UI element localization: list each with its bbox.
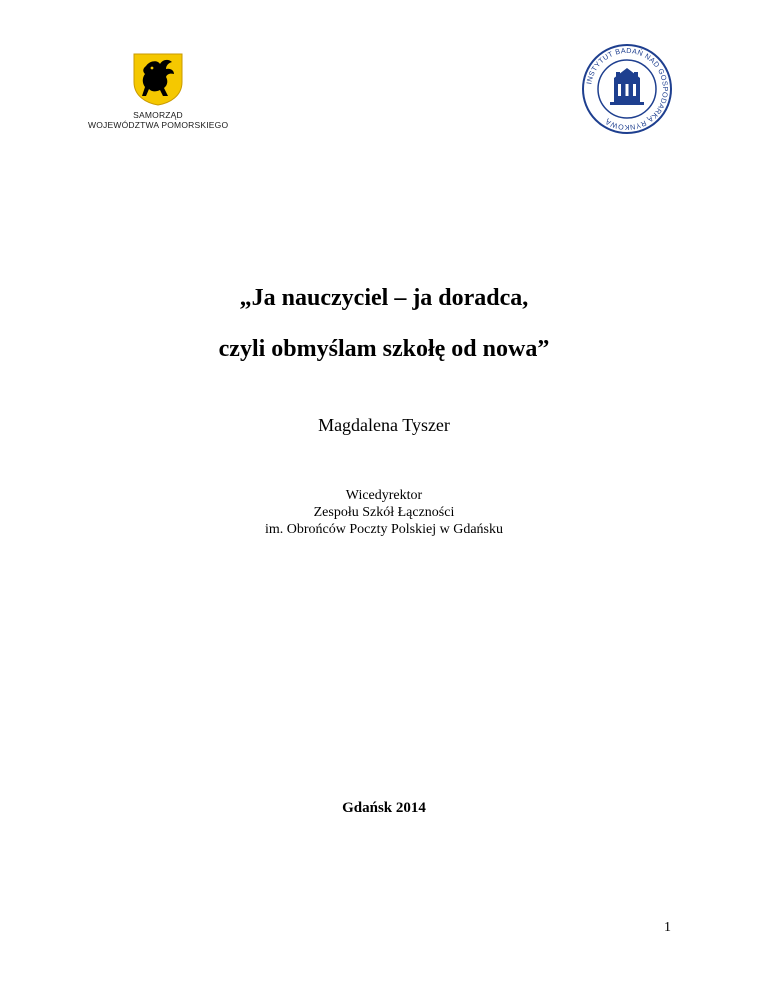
affiliation-school-patron: im. Obrońców Poczty Polskiej w Gdańsku xyxy=(265,522,503,537)
samorzad-logo xyxy=(88,52,228,130)
griffin-coat-of-arms-icon xyxy=(132,52,184,106)
document-title-line1: „Ja nauczyciel – ja doradca, xyxy=(239,285,529,311)
logo-caption-line1: SAMORZĄD xyxy=(133,110,183,120)
document-title-line2: czyli obmyślam szkołę od nowa” xyxy=(218,336,550,362)
author-name: Magdalena Tyszer xyxy=(318,415,450,435)
page-number: 1 xyxy=(664,920,671,935)
ibngr-logo xyxy=(580,42,674,136)
place-and-year: Gdańsk 2014 xyxy=(342,800,426,816)
ibngr-seal-icon xyxy=(580,42,674,136)
logo-caption-line2: WOJEWÓDZTWA POMORSKIEGO xyxy=(88,120,229,130)
affiliation-role: Wicedyrektor xyxy=(345,488,423,503)
affiliation-school: Zespołu Szkół Łączności xyxy=(313,505,455,520)
seal-ring-text: INSTYTUT BADAŃ NAD GOSPODARKĄ RYNKOWĄ xyxy=(584,45,671,133)
